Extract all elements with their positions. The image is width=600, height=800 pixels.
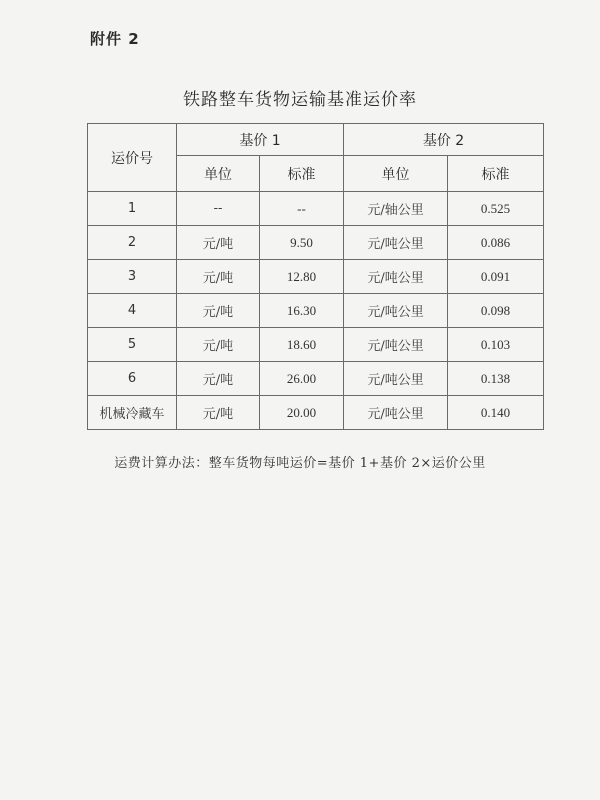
subheader-standard-2: 标准 bbox=[448, 156, 544, 192]
calculation-note: 运费计算办法：整车货物每吨运价=基价 1+基价 2×运价公里 bbox=[114, 456, 486, 471]
unit-1-cell: 元/吨 bbox=[177, 226, 260, 260]
table-row bbox=[88, 362, 544, 396]
unit-1-cell: 元/吨 bbox=[177, 396, 260, 430]
rate-number-cell: 机械冷藏车 bbox=[88, 396, 177, 430]
unit-1-cell: 元/吨 bbox=[177, 328, 260, 362]
unit-2-cell: 元/轴公里 bbox=[344, 192, 448, 226]
standard-2-cell: 0.140 bbox=[448, 396, 544, 430]
standard-2-cell: 0.091 bbox=[448, 260, 544, 294]
unit-2-cell: 元/吨公里 bbox=[344, 328, 448, 362]
standard-1-cell: 12.80 bbox=[260, 260, 344, 294]
standard-2-cell: 0.138 bbox=[448, 362, 544, 396]
standard-1-cell: -- bbox=[260, 192, 344, 226]
rate-number-cell: 4 bbox=[88, 294, 177, 328]
unit-1-cell: 元/吨 bbox=[177, 294, 260, 328]
header-base-price-2: 基价 2 bbox=[344, 124, 544, 156]
standard-1-cell: 20.00 bbox=[260, 396, 344, 430]
standard-1-cell: 16.30 bbox=[260, 294, 344, 328]
table-header-row bbox=[88, 124, 544, 156]
header-base-price-1: 基价 1 bbox=[177, 124, 344, 156]
table-row bbox=[88, 260, 544, 294]
unit-2-cell: 元/吨公里 bbox=[344, 294, 448, 328]
unit-1-cell: 元/吨 bbox=[177, 362, 260, 396]
table-row bbox=[88, 226, 544, 260]
rate-table bbox=[87, 123, 544, 430]
subheader-standard-1: 标准 bbox=[260, 156, 344, 192]
unit-1-cell: -- bbox=[177, 192, 260, 226]
attachment-label: 附件 2 bbox=[90, 30, 140, 48]
table-row bbox=[88, 192, 544, 226]
table-row bbox=[88, 396, 544, 430]
rate-number-cell: 1 bbox=[88, 192, 177, 226]
table-row bbox=[88, 328, 544, 362]
standard-2-cell: 0.103 bbox=[448, 328, 544, 362]
subheader-unit-2: 单位 bbox=[344, 156, 448, 192]
unit-2-cell: 元/吨公里 bbox=[344, 226, 448, 260]
standard-1-cell: 18.60 bbox=[260, 328, 344, 362]
unit-2-cell: 元/吨公里 bbox=[344, 362, 448, 396]
document-title: 铁路整车货物运输基准运价率 bbox=[183, 90, 417, 110]
subheader-unit-1: 单位 bbox=[177, 156, 260, 192]
unit-2-cell: 元/吨公里 bbox=[344, 260, 448, 294]
unit-2-cell: 元/吨公里 bbox=[344, 396, 448, 430]
standard-2-cell: 0.086 bbox=[448, 226, 544, 260]
standard-2-cell: 0.098 bbox=[448, 294, 544, 328]
rate-number-cell: 2 bbox=[88, 226, 177, 260]
table-row bbox=[88, 294, 544, 328]
rate-number-cell: 3 bbox=[88, 260, 177, 294]
rate-number-cell: 6 bbox=[88, 362, 177, 396]
standard-1-cell: 9.50 bbox=[260, 226, 344, 260]
unit-1-cell: 元/吨 bbox=[177, 260, 260, 294]
rate-number-cell: 5 bbox=[88, 328, 177, 362]
standard-1-cell: 26.00 bbox=[260, 362, 344, 396]
header-rate-number: 运价号 bbox=[88, 124, 177, 192]
standard-2-cell: 0.525 bbox=[448, 192, 544, 226]
